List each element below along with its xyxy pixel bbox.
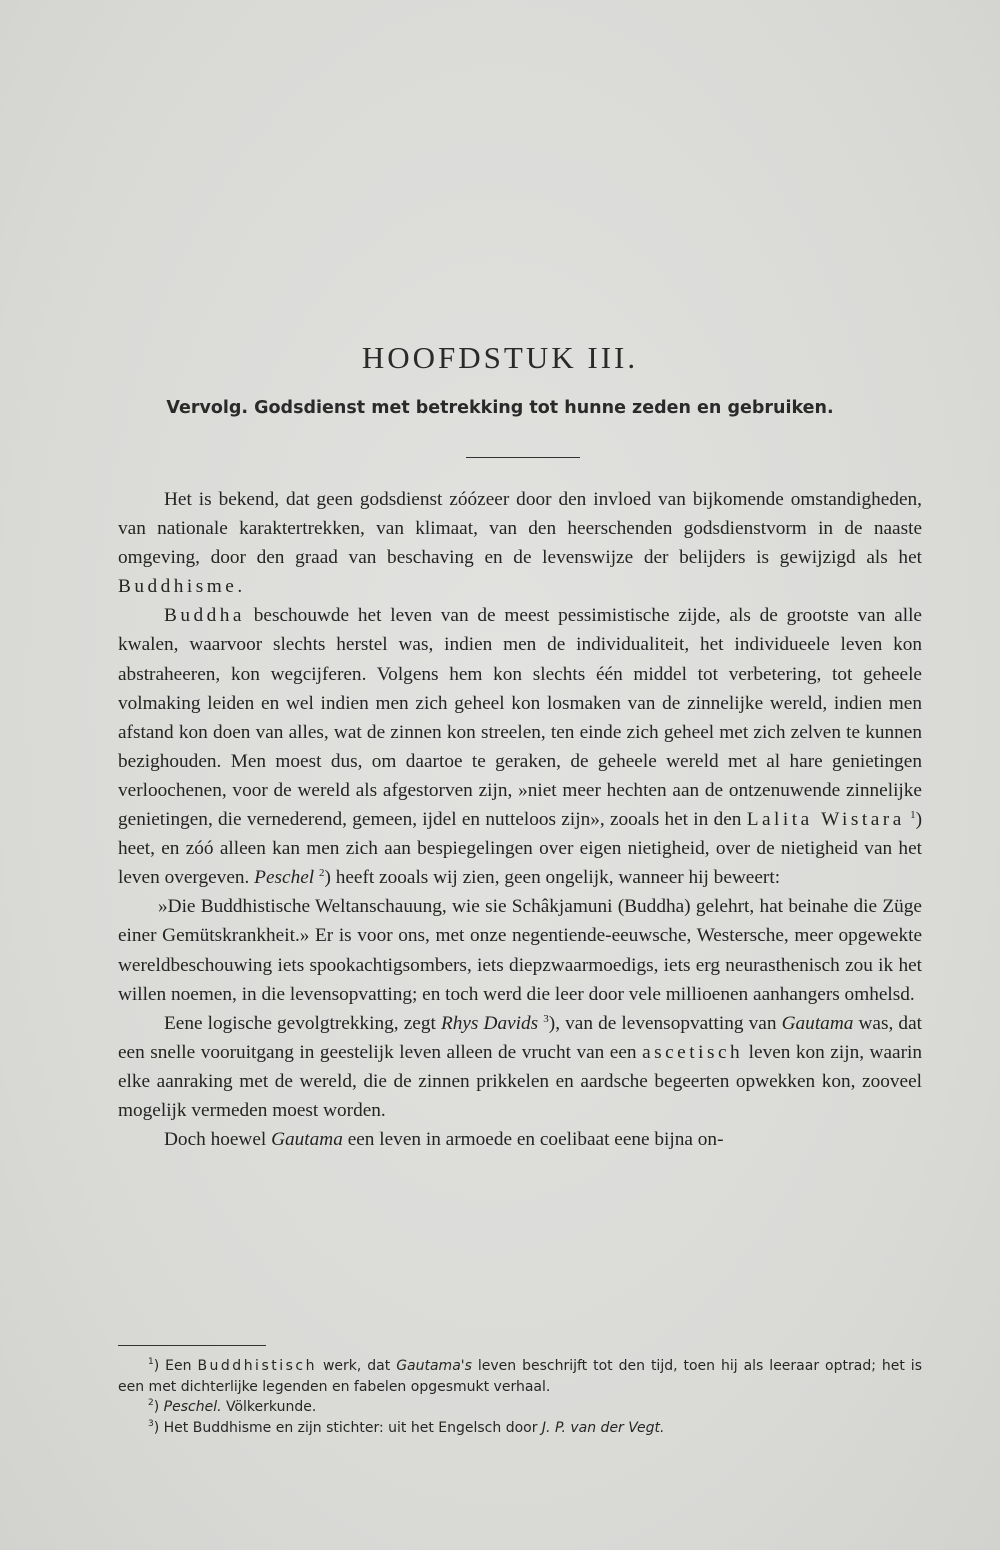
footnotes (118, 1356, 922, 1438)
footnote-3: $^3$) Het Buddhisme en zijn stichter: uit het Engelsch door J. P. van der Vegt. (148, 1418, 665, 1436)
chapter-title: HOOFDSTUK III. (361, 340, 639, 375)
footnote-marker: 2 (148, 1398, 154, 1408)
paragraph-3: »Die Buddhistische Weltanschauung, wie sie Schâkjamuni (Buddha) gelehrt, hat beinahe die Züge einer Gemütskrankheit.» Er is voor ons, met onze negentiende-eeuwsche, Westersche, meer opgewekte wereldbeschouwing iets spookachtigsombers, iets diepzwaarmoedigs, iets erg neurasthenisch zou ik het willen noemen, in die levensopvatting; en toch werd die leer door vele millioenen aanhangers omhelsd. (118, 896, 922, 1005)
footnote-2: $^2$) Peschel. Völkerkunde. (148, 1398, 317, 1415)
title-divider (466, 457, 580, 458)
footnote-ref: 3 (543, 1012, 549, 1025)
italic-name: Peschel. (163, 1399, 222, 1415)
body-text (118, 485, 922, 1154)
footnote-marker: 1 (148, 1357, 154, 1367)
footnote-1: $^1$) Een Buddhistisch werk, dat Gautama's leven beschrijft tot den tijd, toen hij als leeraar optrad; het is een met dichterlijke legenden en fabelen opgesmukt verhaal. (118, 1357, 922, 1395)
paragraph-1: Het is bekend, dat geen godsdienst zóózeer door den invloed van bijkomende omstandigheden, van nationale karaktertrekken, van klimaat, van den heerschenden godsdienstvorm in de naaste omgeving, door den graad van beschaving en de levenswijze der belijders is gewijzigd als het Buddhisme. (118, 489, 922, 598)
spaced-term: ascetisch (642, 1041, 744, 1063)
footnote-ref: 2 (318, 867, 325, 880)
spaced-term: Lalita Wistara (746, 809, 905, 831)
spaced-term: Buddhisme (118, 576, 238, 598)
italic-name: Gautama's (396, 1358, 472, 1374)
paragraph-4: Eene logische gevolgtrekking, zegt Rhys Davids $^3$), van de levensopvatting van Gautama was, dat een snelle vooruitgang in geestelijk leven alleen de vrucht van een ascetisch leven kon zijn, waarin elke aanraking met de wereld, die de zinnen prikkelen en aardsche begeerten opwekken kon, zooveel mogelijk vermeden moest worden. (118, 1012, 922, 1121)
italic-name: J. P. van der Vegt. (541, 1419, 665, 1436)
italic-name: Rhys Davids (440, 1012, 539, 1034)
italic-name: Gautama (781, 1012, 854, 1034)
footnote-ref: 1 (910, 809, 916, 822)
footnote-marker: 3 (148, 1418, 154, 1429)
spaced-term: Buddha (164, 605, 245, 627)
chapter-subtitle: Vervolg. Godsdienst met betrekking tot hunne zeden en gebruiken. (166, 398, 834, 418)
paragraph-2: Buddha beschouwde het leven van de meest pessimistische zijde, als de grootste van alle kwalen, waarvoor slechts herstel was, indien men de individualiteit, het individueele leven kon abstraheeren, kon wegcijferen. Volgens hem kon slechts één middel tot verbetering, tot geheele volmaking leiden en wel indien men zich geheel kon losmaken van de zinnelijke wereld, indien men afstand kon doen van alles, wat de zinnen kon streelen, ten einde zich geheel met zich zelven te kunnen bezighouden. Men moest dus, om daartoe te geraken, de geheele wereld met al hare genietingen verloochenen, voor de wereld als afgestorven zijn, »niet meer hechten aan de ontzenuwende zinnelijke genietingen, die vernederend, gemeen, ijdel en nutteloos zijn», zooals het in den Lalita Wistara $^1$) heet, en zóó alleen kan men zich aan bespiegelingen over eigen nietigheid, over de nietigheid van het leven overgeven. Peschel $^2$) heeft zooals wij zien, geen ongelijk, wanneer hij beweert: (118, 605, 922, 889)
spaced-term: Buddhistisch (197, 1358, 317, 1374)
paragraph-5: Doch hoewel Gautama een leven in armoede en coelibaat eene bijna on- (164, 1129, 724, 1151)
italic-name: Gautama (271, 1129, 343, 1151)
italic-name: Peschel (254, 867, 315, 889)
footnote-divider (118, 1345, 266, 1346)
